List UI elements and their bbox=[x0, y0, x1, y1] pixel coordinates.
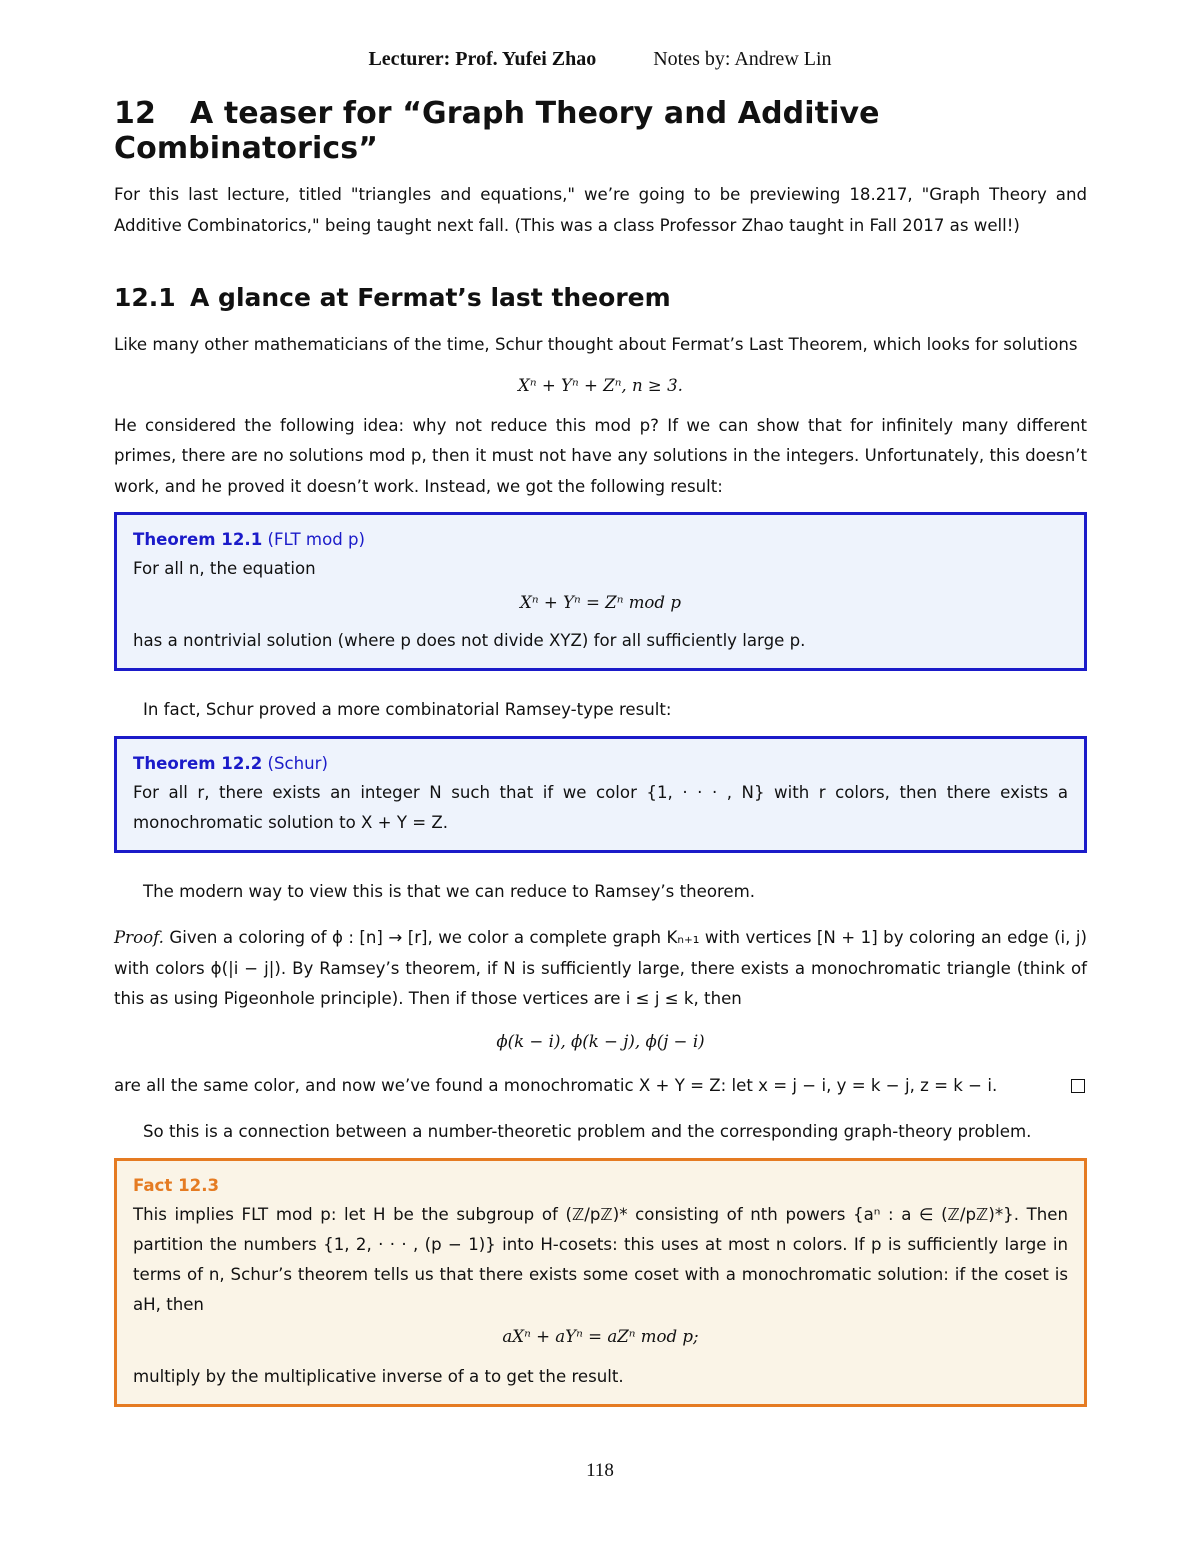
chapter-intro: For this last lecture, titled "triangles and equations," we’re going to be previewing 18.217, "Graph Theory and Additive Combinatorics," being taught next fall. (This was a class Professor Zhao taught in Fall 2017 as well!) bbox=[114, 185, 1087, 235]
notes-credit: Notes by: Andrew Lin bbox=[653, 48, 832, 70]
fact-equation: aXⁿ + aYⁿ = aZⁿ mod p; bbox=[502, 1326, 699, 1346]
schur-intro: In fact, Schur proved a more combinatorial Ramsey-type result: bbox=[143, 700, 672, 719]
fact-label: Fact 12.3 bbox=[133, 1175, 220, 1195]
proof-text: Given a coloring of ϕ : [n] → [r], we color a complete graph Kₙ₊₁ with vertices [N + 1] by coloring an edge (i, j) with colors ϕ(|i − j|). By Ramsey’s theorem, if N is sufficiently large, there exists a monochromatic triangle (think of this as using Pigeonhole principle). Then if those vertices are i ≤ j ≤ k, then bbox=[114, 928, 1087, 1008]
section-title bbox=[114, 283, 1087, 312]
section-number: 12.1 bbox=[114, 283, 176, 312]
section-paragraph-2: He considered the following idea: why not reduce this mod p? If we can show that for infinitely many different primes, there are no solutions mod p, then it must not have any solutions in the integers. Unfortunately, this doesn’t work, and he proved it doesn’t work. Instead, we got the following result: bbox=[114, 415, 1087, 496]
proof-conclusion bbox=[114, 1071, 1087, 1102]
theorem-text: For all r, there exists an integer N such that if we color {1, · · · , N} with r colors, then there exists a monochromatic solution to X + Y = Z. bbox=[133, 782, 1068, 832]
section-title-text: A glance at Fermat’s last theorem bbox=[190, 283, 671, 312]
chapter-title-text: A teaser for “Graph Theory and Additive Combinatorics” bbox=[114, 96, 880, 166]
theorem-name: (Schur) bbox=[267, 753, 328, 773]
proof-label: Proof. bbox=[114, 928, 164, 947]
connection-remark: So this is a connection between a number-theoretic problem and the corresponding graph-theory problem. bbox=[143, 1122, 1032, 1141]
theorem-text-1: For all n, the equation bbox=[133, 559, 316, 578]
proof-equation: ϕ(k − i), ϕ(k − j), ϕ(j − i) bbox=[496, 1031, 705, 1051]
theorem-equation: Xⁿ + Yⁿ = Zⁿ mod p bbox=[520, 593, 681, 612]
theorem-text-2: has a nontrivial solution (where p does not divide XYZ) for all sufficiently large p. bbox=[133, 631, 806, 650]
theorem-label: Theorem 12.2 bbox=[133, 753, 263, 773]
fact-text: This implies FLT mod p: let H be the subgroup of (ℤ/pℤ)* consisting of nth powers {aⁿ : a ∈ (ℤ/pℤ)*}. Then partition the numbers {1, 2, · · · , (p − 1)} into H-cosets: this uses at most n colors. If p is sufficiently large in terms of n, Schur’s theorem tells us that there exists some coset with a monochromatic solution: if the coset is aH, then bbox=[133, 1204, 1068, 1314]
running-header bbox=[0, 48, 1200, 71]
theorem-box-flt bbox=[114, 512, 1087, 671]
qed-icon bbox=[1071, 1079, 1085, 1093]
proof-end-text: are all the same color, and now we’ve found a monochromatic X + Y = Z: let x = j − i, y = k − j, z = k − i. bbox=[114, 1075, 998, 1095]
theorem-label: Theorem 12.1 bbox=[133, 530, 263, 549]
equation-flt: Xⁿ + Yⁿ + Zⁿ, n ≥ 3. bbox=[518, 375, 683, 395]
fact-end-text: multiply by the multiplicative inverse of a to get the result. bbox=[133, 1366, 624, 1386]
theorem-name: (FLT mod p) bbox=[267, 530, 366, 549]
proof-paragraph bbox=[114, 923, 1087, 1015]
chapter-title bbox=[114, 96, 1087, 166]
ramsey-remark: The modern way to view this is that we can reduce to Ramsey’s theorem. bbox=[143, 881, 756, 901]
theorem-box-schur bbox=[114, 736, 1087, 853]
page-body bbox=[114, 96, 1087, 1407]
theorem-title bbox=[133, 526, 1068, 554]
theorem-title bbox=[133, 750, 1068, 778]
fact-box bbox=[114, 1158, 1087, 1407]
section-paragraph-1: Like many other mathematicians of the time, Schur thought about Fermat’s Last Theorem, which looks for solutions bbox=[114, 335, 1078, 354]
chapter-number: 12 bbox=[114, 96, 156, 131]
page-number: 118 bbox=[586, 1460, 614, 1481]
lecturer-credit: Lecturer: Prof. Yufei Zhao bbox=[368, 48, 597, 70]
fact-title bbox=[133, 1172, 1068, 1200]
